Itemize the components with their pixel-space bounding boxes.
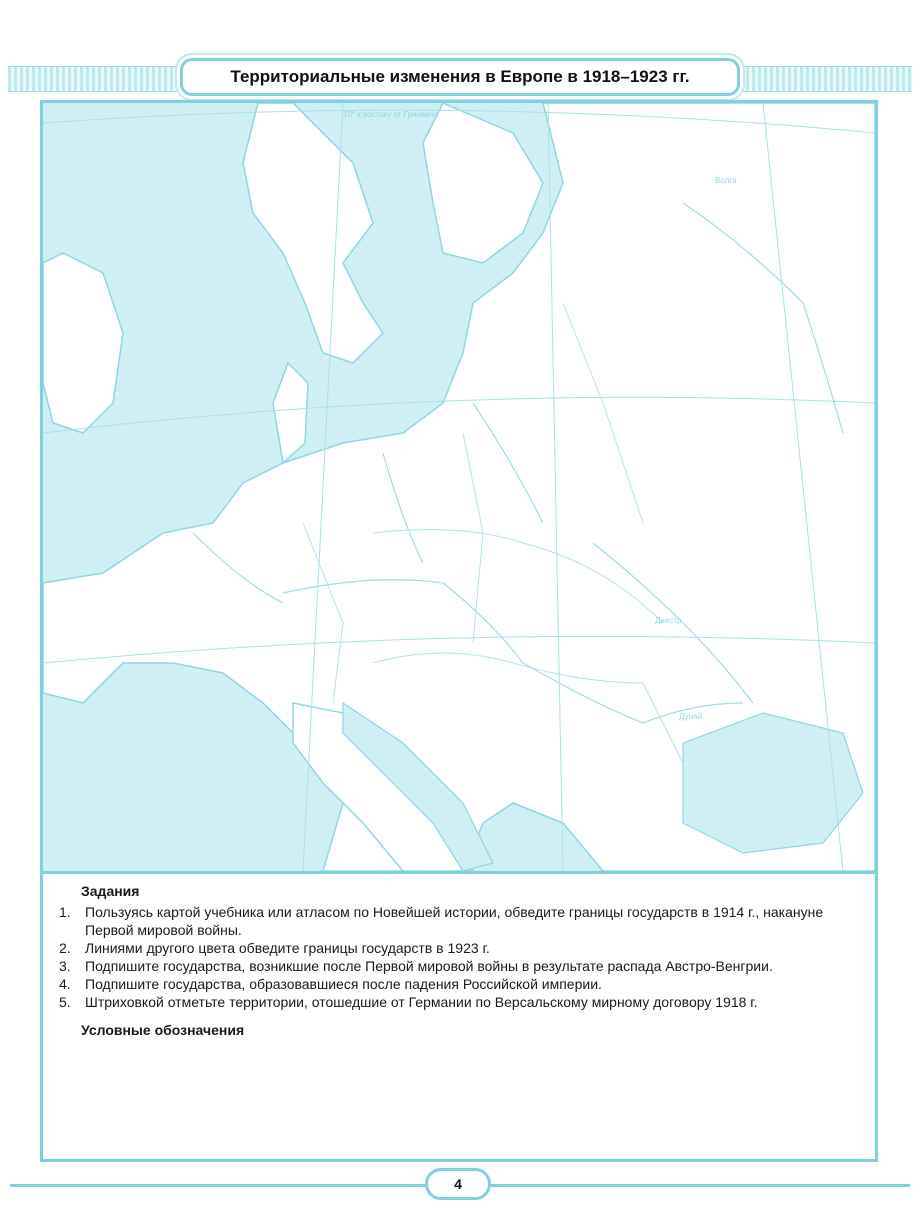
page-title-box <box>180 58 740 96</box>
worksheet-frame <box>40 100 878 1162</box>
task-item-4: 4. Подпишите государства, образовавшиеся после падения Российской империи. <box>59 976 602 992</box>
task-item-2: 2. Линиями другого цвета обведите границы государств в 1923 г. <box>59 940 490 956</box>
tasks-section <box>43 871 875 1159</box>
task-item-1: 1. Пользуясь картой учебника или атласом по Новейшей истории, обведите границы государств в 1914 г., накануне Первой мировой войны. <box>59 904 824 938</box>
page-title: Территориальные изменения в Европе в 1918–1923 гг. <box>230 67 690 86</box>
task-item-3: 3. Подпишите государства, возникшие после Первой мировой войны в результате распада Австро-Венгрии. <box>59 958 773 974</box>
meridian-label: 10° к востоку от Гринвича <box>343 110 439 119</box>
page-number <box>425 1168 491 1200</box>
tasks-list <box>43 903 875 1011</box>
task-item-5: 5. Штриховкой отметьте территории, отошедшие от Германии по Версальскому мирному договору 1918 г. <box>59 994 758 1010</box>
page-number-text: 4 <box>454 1176 462 1192</box>
tasks-heading: Задания <box>81 883 140 899</box>
contour-map <box>43 103 875 871</box>
river-label-dniester: Днестр <box>655 616 682 625</box>
river-label-danube: Дунай <box>679 712 702 721</box>
legend-heading: Условные обозначения <box>81 1022 245 1038</box>
river-label-volga: Волга <box>715 176 737 185</box>
